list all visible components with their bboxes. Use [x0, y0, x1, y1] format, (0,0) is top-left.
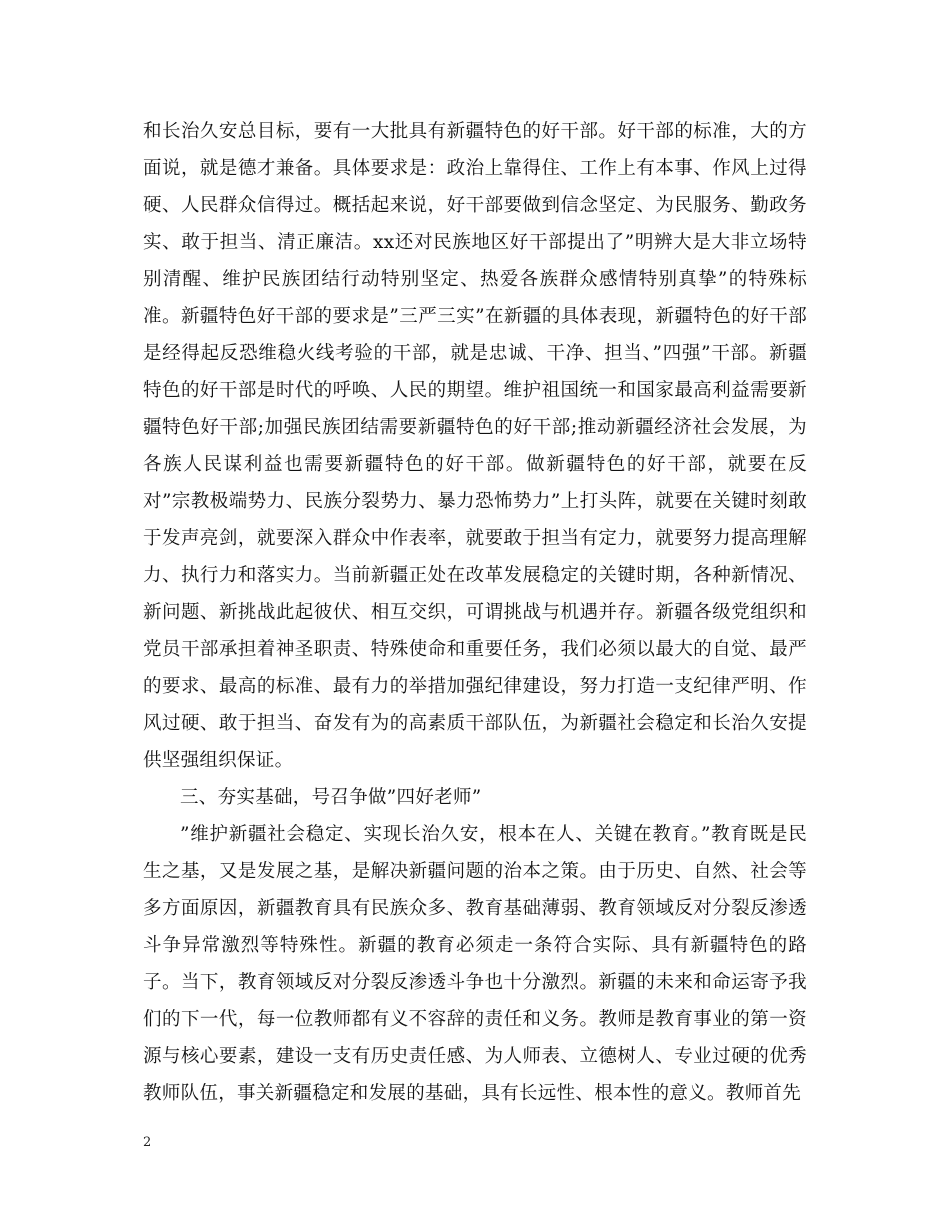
paragraph-continuation: 和长治久安总目标，要有一大批具有新疆特色的好干部。好干部的标准，大的方面说，就是德才兼备。具体要求是：政治上靠得住、工作上有本事、作风上过得硬、人民群众信得过。概括起来说，好干部要做到信念坚定、为民服务、勤政务实、敢于担当、清正廉洁。xx还对民族地区好干部提出了”明辨大是大非立场特别清醒、维护民族团结行动特别坚定、热爱各族群众感情特别真挚”的特殊标准。新疆特色好干部的要求是”三严三实”在新疆的具体表现，新疆特色的好干部是经得起反恐维稳火线考验的干部，就是忠诚、干净、担当、”四强”干部。新疆特色的好干部是时代的呼唤、人民的期望。维护祖国统一和国家最高利益需要新疆特色好干部;加强民族团结需要新疆特色的好干部;推动新疆经济社会发展，为各族人民谋利益也需要新疆特色的好干部。做新疆特色的好干部，就要在反对”宗教极端势力、民族分裂势力、暴力恐怖势力”上打头阵，就要在关键时刻敢于发声亮剑，就要深入群众中作表率，就要敢于担当有定力，就要努力提高理解力、执行力和落实力。当前新疆正处在改革发展稳定的关键时期，各种新情况、新问题、新挑战此起彼伏、相互交织，可谓挑战与机遇并存。新疆各级党组织和党员干部承担着神圣职责、特殊使命和重要任务，我们必须以最大的自觉、最严的要求、最高的标准、最有力的举措加强纪律建设，努力打造一支纪律严明、作风过硬、敢于担当、奋发有为的高素质干部队伍，为新疆社会稳定和长治久安提供坚强组织保证。 [143, 121, 807, 771]
paragraph-education: ”维护新疆社会稳定、实现长治久安，根本在人、关键在教育。”教育既是民生之基，又是发展之基，是解决新疆问题的治本之策。由于历史、自然、社会等多方面原因，新疆教育具有民族众多、教育基础薄弱、教育领域反对分裂反渗透斗争异常激烈等特殊性。新疆的教育必须走一条符合实际、具有新疆特色的路子。当下，教育领域反对分裂反渗透斗争也十分激烈。新疆的未来和命运寄予我们的下一代，每一位教师都有义不容辞的责任和义务。教师是教育事业的第一资源与核心要素，建设一支有历史责任感、为人师表、立德树人、专业过硬的优秀教师队伍，事关新疆稳定和发展的基础，具有长远性、根本性的意义。教师首先 [143, 824, 807, 1104]
section-heading: 三、夯实基础，号召争做”四好老师” [180, 787, 482, 808]
document-body [143, 113, 807, 1112]
page-number: 2 [143, 1135, 152, 1150]
